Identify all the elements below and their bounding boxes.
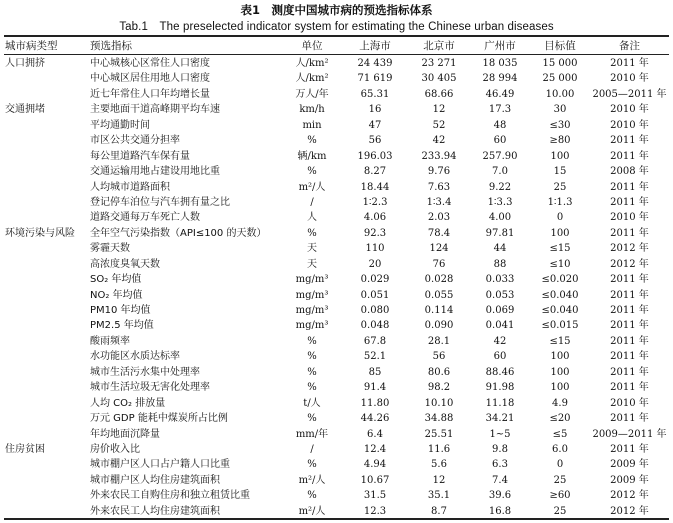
row-unit: mg/m³ (295, 289, 329, 301)
row-shanghai: 16 (368, 104, 382, 116)
row-target: ≤5 (552, 428, 568, 440)
table-header (0, 38, 673, 54)
row-note: 2010 年 (610, 104, 649, 116)
row-unit: % (307, 490, 317, 502)
row-beijing: 1∶3.4 (426, 196, 452, 208)
row-guangzhou: 0.069 (485, 305, 515, 316)
row-guangzhou: 9.8 (492, 443, 508, 455)
row-guangzhou: 28 994 (482, 73, 518, 85)
row-note: 2011 年 (610, 443, 649, 455)
table-row (0, 164, 673, 179)
row-shanghai: 1∶2.3 (362, 196, 388, 208)
row-note: 2011 年 (610, 150, 649, 162)
row-indicator: 中心城核心区常住人口密度 (90, 58, 210, 69)
row-guangzhou: 91.98 (485, 382, 515, 394)
row-beijing: 0.055 (424, 289, 454, 301)
row-beijing: 52 (432, 119, 446, 131)
header-beijing: 北京市 (423, 40, 455, 52)
row-indicator: 登记停车泊位与汽车拥有量之比 (90, 196, 230, 208)
header-note: 备注 (619, 40, 640, 52)
table-row (0, 118, 673, 133)
row-guangzhou: 44 (493, 243, 507, 255)
row-target: 10.00 (545, 88, 575, 100)
row-target: ≤0.040 (541, 305, 579, 316)
row-shanghai: 52.1 (363, 351, 387, 363)
row-beijing: 23 271 (421, 58, 457, 69)
row-unit: 万人/年 (295, 88, 329, 100)
row-guangzhou: 46.49 (485, 88, 515, 100)
header-category: 城市病类型 (5, 40, 58, 52)
row-beijing: 30 405 (421, 73, 457, 85)
header-guangzhou: 广州市 (484, 40, 516, 52)
row-note: 2011 年 (610, 289, 649, 301)
row-unit: m²/人 (298, 474, 326, 486)
table-row (0, 133, 673, 148)
row-target: ≤0.040 (541, 289, 579, 301)
row-beijing: 68.66 (424, 88, 454, 100)
row-unit: % (307, 135, 317, 147)
row-indicator: PM10 年均值 (90, 305, 151, 316)
row-shanghai: 12.3 (363, 505, 387, 517)
row-target: ≥80 (549, 135, 571, 147)
row-note: 2011 年 (610, 181, 649, 193)
row-target: 0 (556, 212, 564, 224)
row-unit: mg/m³ (295, 305, 329, 316)
row-guangzhou: 16.8 (488, 505, 512, 517)
row-unit: % (307, 459, 317, 471)
row-guangzhou: 88.46 (485, 366, 515, 378)
row-indicator: 万元 GDP 能耗中煤炭所占比例 (90, 413, 228, 425)
row-note: 2012 年 (610, 490, 649, 502)
row-beijing: 124 (429, 243, 449, 255)
row-guangzhou: 42 (493, 335, 507, 347)
row-indicator: 主要地面干道高峰期平均车速 (90, 104, 220, 116)
row-unit: % (307, 335, 317, 347)
row-beijing: 0.028 (424, 274, 454, 286)
row-guangzhou: 0.041 (485, 320, 515, 332)
row-shanghai: 31.5 (363, 490, 387, 502)
table-row (0, 149, 673, 164)
row-category: 人口拥挤 (5, 58, 45, 69)
row-note: 2012 年 (610, 243, 649, 255)
row-beijing: 12 (432, 104, 446, 116)
row-indicator: 房价收入比 (90, 443, 140, 455)
row-shanghai: 10.67 (360, 474, 390, 486)
row-note: 2011 年 (610, 58, 649, 69)
row-indicator: 全年空气污染指数（API≤100 的天数） (90, 227, 267, 239)
row-shanghai: 20 (368, 258, 382, 270)
header-target: 目标值 (544, 40, 576, 52)
row-guangzhou: 1~5 (489, 428, 511, 440)
table-row (0, 427, 673, 442)
row-target: 1∶1.3 (547, 196, 573, 208)
row-indicator: 道路交通每万车死亡人数 (90, 212, 200, 224)
row-shanghai: 44.26 (360, 413, 390, 425)
row-shanghai: 6.4 (367, 428, 383, 440)
row-shanghai: 11.80 (360, 397, 390, 409)
row-target: ≥60 (549, 490, 571, 502)
row-guangzhou: 48 (493, 119, 507, 131)
table-row (0, 257, 673, 272)
row-target: 6.0 (552, 443, 568, 455)
table-row (0, 195, 673, 210)
row-note: 2011 年 (610, 274, 649, 286)
table-row (0, 303, 673, 318)
row-indicator: 近七年常住人口年均增长量 (90, 88, 210, 100)
row-shanghai: 0.051 (360, 289, 390, 301)
row-indicator: 水功能区水质达标率 (90, 351, 180, 363)
row-note: 2008 年 (610, 166, 649, 178)
table-row (0, 334, 673, 349)
table-title-english: Tab.1 The preselected indicator system for estimating the Chinese urban diseases (119, 21, 554, 33)
row-indicator: 人均 CO₂ 排放量 (90, 397, 166, 409)
row-target: ≤15 (549, 335, 571, 347)
row-guangzhou: 60 (493, 351, 507, 363)
row-note: 2011 年 (610, 351, 649, 363)
row-target: 25 (553, 474, 567, 486)
row-beijing: 34.88 (424, 413, 454, 425)
row-unit: mg/m³ (295, 320, 329, 332)
row-note: 2011 年 (610, 320, 649, 332)
row-indicator: 高浓度臭氧天数 (90, 258, 160, 270)
row-guangzhou: 34.21 (485, 413, 515, 425)
table-row (0, 71, 673, 86)
row-category: 环境污染与风险 (5, 227, 75, 239)
row-target: 4.9 (552, 397, 568, 409)
header-shanghai: 上海市 (359, 40, 391, 52)
row-unit: % (307, 166, 317, 178)
row-indicator: 雾霾天数 (90, 243, 130, 255)
row-shanghai: 18.44 (360, 181, 390, 193)
row-indicator: 市区公共交通分担率 (90, 135, 180, 147)
row-beijing: 8.7 (431, 505, 447, 517)
row-beijing: 11.6 (427, 443, 451, 455)
row-indicator: 外来农民工人均住房建筑面积 (90, 505, 220, 517)
row-unit: 天 (307, 258, 317, 270)
row-guangzhou: 11.18 (485, 397, 515, 409)
row-note: 2011 年 (610, 335, 649, 347)
row-shanghai: 92.3 (363, 227, 387, 239)
row-indicator: 酸雨频率 (90, 335, 130, 347)
table-title-chinese: 表1 测度中国城市病的预选指标体系 (240, 3, 433, 17)
row-shanghai: 0.080 (360, 305, 390, 316)
table-row (0, 380, 673, 395)
row-shanghai: 196.03 (357, 150, 393, 162)
row-guangzhou: 257.90 (482, 150, 518, 162)
row-note: 2009 年 (610, 474, 649, 486)
row-shanghai: 91.4 (363, 382, 387, 394)
row-unit: km/h (299, 104, 325, 116)
row-beijing: 10.10 (424, 397, 454, 409)
row-category: 住房贫困 (5, 443, 45, 455)
row-beijing: 76 (432, 258, 446, 270)
row-beijing: 0.090 (424, 320, 454, 332)
row-beijing: 98.2 (427, 382, 451, 394)
row-beijing: 7.63 (427, 181, 451, 193)
row-target: 25 000 (542, 73, 578, 85)
row-note: 2011 年 (610, 135, 649, 147)
table-row (0, 87, 673, 102)
row-unit: / (310, 196, 314, 208)
table-row (0, 318, 673, 333)
row-indicator: 城市生活污水集中处理率 (90, 366, 200, 378)
row-note: 2010 年 (610, 397, 649, 409)
row-guangzhou: 7.0 (492, 166, 508, 178)
row-shanghai: 4.06 (363, 212, 387, 224)
row-unit: min (302, 119, 322, 131)
row-guangzhou: 6.3 (492, 459, 508, 471)
row-indicator: 中心城区居住用地人口密度 (90, 73, 210, 85)
table-row (0, 365, 673, 380)
row-target: 15 (553, 166, 567, 178)
row-target: 100 (550, 150, 570, 162)
row-shanghai: 56 (368, 135, 382, 147)
table-row (0, 102, 673, 117)
row-target: ≤0.015 (541, 320, 579, 332)
row-unit: % (307, 366, 317, 378)
table-row (0, 56, 673, 71)
row-guangzhou: 17.3 (488, 104, 512, 116)
row-guangzhou: 0.033 (485, 274, 515, 286)
table-row (0, 272, 673, 287)
table-row (0, 504, 673, 519)
row-note: 2011 年 (610, 382, 649, 394)
row-shanghai: 47 (368, 119, 382, 131)
row-target: 25 (553, 181, 567, 193)
row-beijing: 5.6 (431, 459, 447, 471)
row-note: 2011 年 (610, 196, 649, 208)
row-unit: / (310, 443, 314, 455)
header-indicator: 预选指标 (90, 40, 132, 52)
table-row (0, 349, 673, 364)
row-unit: 人 (307, 212, 317, 224)
table-row (0, 226, 673, 241)
table-row (0, 210, 673, 225)
row-indicator: 年均地面沉降量 (90, 428, 160, 440)
row-note: 2009—2011 年 (592, 428, 667, 440)
row-unit: 人/km² (295, 73, 329, 85)
row-beijing: 9.76 (427, 166, 451, 178)
row-indicator: PM2.5 年均值 (90, 320, 154, 332)
row-unit: t/人 (303, 397, 321, 409)
row-beijing: 28.1 (427, 335, 451, 347)
row-unit: 人/km² (295, 58, 329, 69)
row-shanghai: 65.31 (360, 88, 390, 100)
row-note: 2011 年 (610, 227, 649, 239)
row-indicator: SO₂ 年均值 (90, 274, 142, 286)
row-beijing: 12 (432, 474, 446, 486)
row-indicator: 城市棚户区人均住房建筑面积 (90, 474, 220, 486)
row-beijing: 35.1 (427, 490, 451, 502)
row-indicator: 城市棚户区人口占户籍人口比重 (90, 459, 230, 471)
row-target: 100 (550, 351, 570, 363)
row-unit: % (307, 351, 317, 363)
row-indicator: 外来农民工自购住房和独立租赁比重 (90, 490, 250, 502)
row-note: 2010 年 (610, 119, 649, 131)
row-target: 0 (556, 459, 564, 471)
row-target: 25 (553, 505, 567, 517)
row-note: 2011 年 (610, 413, 649, 425)
table-row (0, 396, 673, 411)
table-row (0, 180, 673, 195)
row-guangzhou: 39.6 (488, 490, 512, 502)
header-unit: 单位 (301, 40, 323, 52)
row-unit: % (307, 227, 317, 239)
row-shanghai: 8.27 (363, 166, 387, 178)
row-beijing: 25.51 (424, 428, 454, 440)
row-shanghai: 0.029 (360, 274, 390, 286)
row-guangzhou: 1∶3.3 (487, 196, 513, 208)
row-beijing: 56 (432, 351, 446, 363)
row-shanghai: 4.94 (363, 459, 387, 471)
row-beijing: 2.03 (427, 212, 451, 224)
table-row (0, 241, 673, 256)
row-shanghai: 85 (368, 366, 382, 378)
row-unit: 天 (307, 243, 317, 255)
row-unit: % (307, 413, 317, 425)
row-unit: % (307, 382, 317, 394)
row-note: 2010 年 (610, 73, 649, 85)
row-unit: mg/m³ (295, 274, 329, 286)
row-target: ≤10 (549, 258, 571, 270)
row-indicator: 人均城市道路面积 (90, 181, 170, 193)
row-target: ≤15 (549, 243, 571, 255)
bottom-rule (4, 518, 669, 520)
row-guangzhou: 7.4 (492, 474, 508, 486)
row-beijing: 0.114 (424, 305, 454, 316)
row-guangzhou: 18 035 (482, 58, 518, 69)
row-note: 2009 年 (610, 459, 649, 471)
row-shanghai: 12.4 (363, 443, 387, 455)
row-target: 100 (550, 227, 570, 239)
table-row (0, 442, 673, 457)
row-category: 交通拥堵 (5, 104, 45, 116)
row-target: ≤20 (549, 413, 571, 425)
row-note: 2011 年 (610, 366, 649, 378)
row-unit: mm/年 (295, 428, 329, 440)
table-row (0, 411, 673, 426)
row-beijing: 78.4 (427, 227, 451, 239)
table-body (0, 56, 673, 519)
row-target: 100 (550, 366, 570, 378)
row-beijing: 80.6 (427, 366, 451, 378)
table-row (0, 473, 673, 488)
row-target: ≤0.020 (541, 274, 579, 286)
row-guangzhou: 4.00 (488, 212, 512, 224)
row-shanghai: 71 619 (357, 73, 393, 85)
row-unit: 辆/km (297, 150, 327, 162)
row-indicator: 城市生活垃圾无害化处理率 (90, 382, 210, 394)
row-target: 15 000 (542, 58, 578, 69)
row-note: 2012 年 (610, 258, 649, 270)
row-indicator: 每公里道路汽车保有量 (90, 150, 190, 162)
header-rule (4, 54, 669, 55)
table-row (0, 457, 673, 472)
row-beijing: 233.94 (421, 150, 457, 162)
row-guangzhou: 9.22 (488, 181, 512, 193)
row-indicator: 交通运输用地占建设用地比重 (90, 166, 220, 178)
row-note: 2005—2011 年 (592, 88, 667, 100)
row-shanghai: 110 (365, 243, 385, 255)
row-guangzhou: 60 (493, 135, 507, 147)
row-target: 30 (553, 104, 567, 116)
row-beijing: 42 (432, 135, 446, 147)
row-shanghai: 24 439 (357, 58, 393, 69)
row-guangzhou: 97.81 (485, 227, 515, 239)
table-row (0, 488, 673, 503)
row-guangzhou: 0.053 (485, 289, 515, 301)
row-note: 2010 年 (610, 212, 649, 224)
row-shanghai: 67.8 (363, 335, 387, 347)
row-target: 100 (550, 382, 570, 394)
top-rule (4, 35, 669, 37)
row-unit: m²/人 (298, 181, 326, 193)
row-shanghai: 0.048 (360, 320, 390, 332)
row-target: ≤30 (549, 119, 571, 131)
row-indicator: 平均通勤时间 (90, 119, 150, 131)
table-row (0, 288, 673, 303)
row-guangzhou: 88 (493, 258, 507, 270)
row-note: 2012 年 (610, 505, 649, 517)
row-indicator: NO₂ 年均值 (90, 289, 143, 301)
row-note: 2011 年 (610, 305, 649, 316)
row-unit: m²/人 (298, 505, 326, 517)
